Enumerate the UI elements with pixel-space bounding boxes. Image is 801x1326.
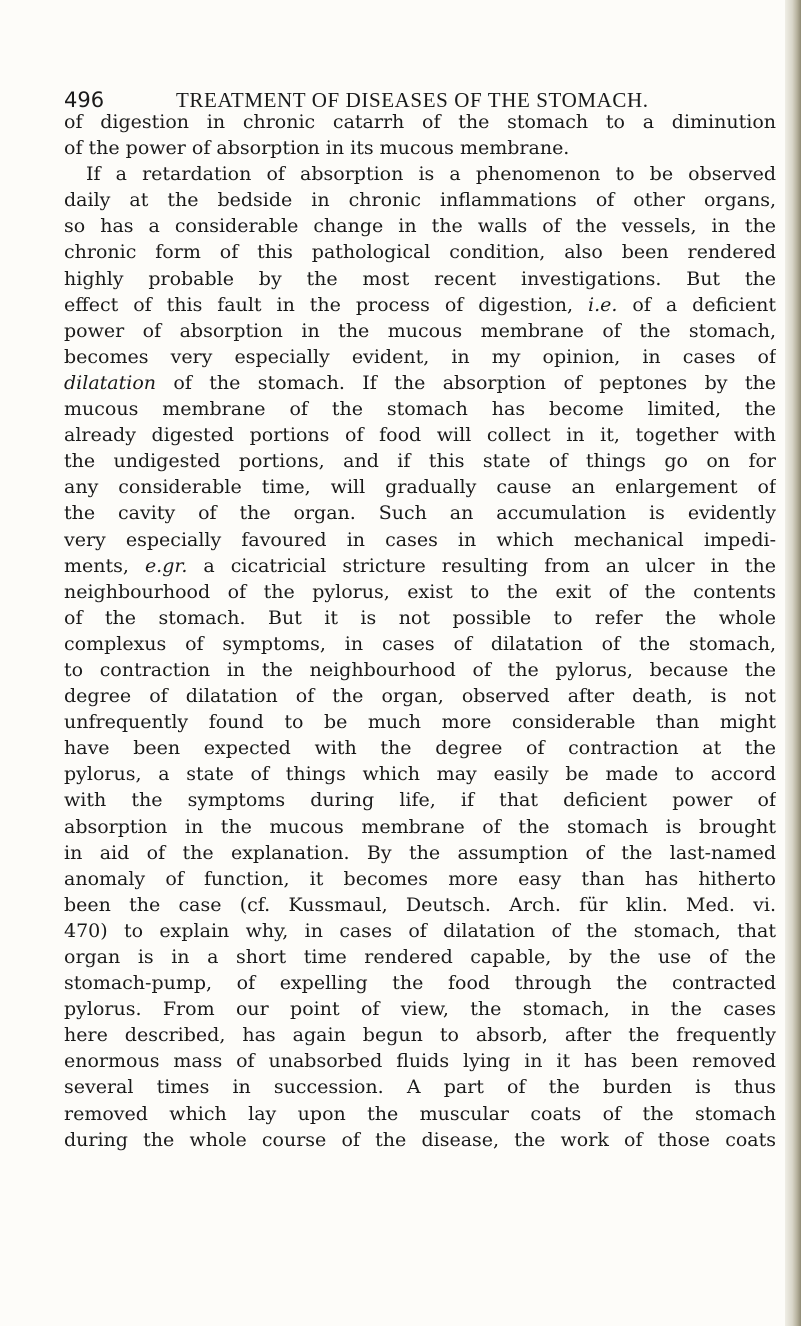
text-line: of the stomach. But it is not possible to refer the whole	[64, 606, 776, 629]
body-text	[64, 109, 776, 1153]
text-line: unfrequently found to be much more considerable than might	[64, 711, 776, 734]
italic-term: e.gr.	[144, 554, 188, 577]
text-line: of the power of absorption in its mucous membrane.	[64, 137, 570, 160]
text-line: organ is in a short time rendered capable, by the use of the	[64, 946, 776, 968]
text-line: the cavity of the organ. Such an accumulation is evidently	[64, 502, 776, 525]
text-line: degree of dilatation of the organ, observed after death, is not	[64, 685, 776, 708]
text-line: removed which lay upon the muscular coats of the stomach	[64, 1102, 776, 1125]
text-line: with the symptoms during life, if that deficient power of	[64, 789, 776, 812]
text-line: pylorus, a state of things which may easily be made to accord	[64, 763, 776, 786]
text-segment: effect of this fault in the process of digestion,	[64, 293, 574, 316]
page-number: 496	[64, 88, 105, 112]
italic-term: dilatation	[64, 371, 156, 394]
text-line: been the case (cf. Kussmaul, Deutsch. Arch. für klin. Med. vi.	[64, 893, 776, 916]
text-line	[64, 292, 776, 318]
text-line: to contraction in the neighbourhood of the pylorus, because the	[64, 658, 776, 681]
text-line: anomaly of function, it becomes more easy than has hitherto	[64, 867, 776, 890]
text-line: very especially favoured in cases in which mechanical impedi-	[64, 528, 776, 551]
text-line: any considerable time, will gradually cause an enlargement of	[64, 476, 776, 499]
text-line: mucous membrane of the stomach has become limited, the	[64, 398, 776, 421]
text-line: enormous mass of unabsorbed fluids lying in it has been removed	[64, 1050, 776, 1073]
text-segment: ments,	[64, 554, 129, 577]
text-line: of digestion in chronic catarrh of the stomach to a diminution	[64, 111, 776, 133]
text-line: chronic form of this pathological condition, also been rendered	[64, 241, 776, 264]
text-line: the undigested portions, and if this state of things go on for	[64, 450, 776, 473]
text-line: during the whole course of the disease, the work of those coats	[64, 1128, 776, 1151]
text-line: absorption in the mucous membrane of the stomach is brought	[64, 815, 776, 838]
text-line: pylorus. From our point of view, the stomach, in the cases	[64, 998, 776, 1021]
text-line: here described, has again begun to absorb, after the frequently	[64, 1024, 776, 1047]
text-line: becomes very especially evident, in my opinion, in cases of	[64, 345, 776, 368]
text-line: neighbourhood of the pylorus, exist to the exit of the contents	[64, 580, 776, 603]
text-line: complexus of symptoms, in cases of dilatation of the stomach,	[64, 632, 776, 655]
text-line: If a retardation of absorption is a phenomenon to be observed	[86, 163, 776, 186]
text-segment: of the stomach. If the absorption of peptones by the	[173, 371, 776, 394]
text-line: have been expected with the degree of contraction at the	[64, 737, 776, 760]
text-line: already digested portions of food will collect in it, together with	[64, 424, 776, 447]
text-line: 470) to explain why, in cases of dilatation of the stomach, that	[64, 919, 776, 942]
text-line: so has a considerable change in the walls of the vessels, in the	[64, 215, 776, 238]
text-line	[64, 370, 776, 396]
text-line	[64, 553, 776, 579]
text-line: highly probable by the most recent investigations. But the	[64, 267, 776, 290]
text-line: daily at the bedside in chronic inflammations of other organs,	[64, 189, 776, 212]
text-segment: a cicatricial stricture resulting from an ulcer in the	[203, 554, 776, 577]
text-line: in aid of the explanation. By the assumption of the last-named	[64, 841, 776, 864]
text-line: stomach-pump, of expelling the food through the contracted	[64, 972, 776, 995]
page-binding-edge	[785, 0, 801, 1326]
text-line: power of absorption in the mucous membrane of the stomach,	[64, 319, 776, 342]
text-line: several times in succession. A part of the burden is thus	[64, 1076, 776, 1099]
italic-term: i.e.	[588, 293, 618, 316]
running-head: TREATMENT OF DISEASES OF THE STOMACH.	[176, 88, 649, 112]
text-segment: of a deficient	[632, 293, 776, 316]
